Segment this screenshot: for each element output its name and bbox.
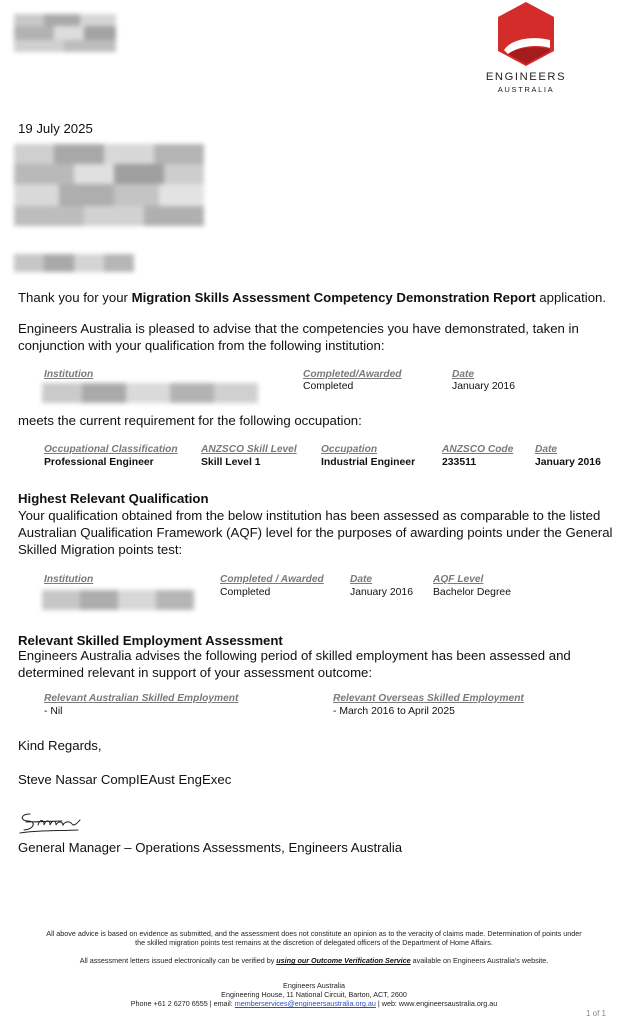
date-value: January 2016 bbox=[452, 381, 515, 392]
hexagon-logo-icon bbox=[482, 0, 570, 70]
occ-classification-header: Occupational Classification bbox=[44, 444, 178, 455]
signature-image bbox=[16, 808, 84, 836]
logo-text-line2: AUSTRALIA bbox=[497, 85, 555, 94]
completed-header: Completed/Awarded bbox=[303, 369, 402, 380]
signatory-name: Steve Nassar CompIEAust EngExec bbox=[18, 772, 232, 787]
kind-regards: Kind Regards, bbox=[18, 738, 102, 753]
qual-completed-header: Completed / Awarded bbox=[220, 574, 324, 585]
redacted-salutation bbox=[14, 254, 134, 272]
footer-org: Engineers Australia bbox=[283, 981, 345, 990]
verification-note bbox=[0, 956, 628, 965]
date-header: Date bbox=[452, 369, 475, 380]
occupation-value: Industrial Engineer bbox=[321, 457, 416, 468]
logo-text-line1: ENGINEERS bbox=[485, 71, 567, 83]
footer-web: | web: www.engineersaustralia.org.au bbox=[375, 999, 498, 1008]
signatory-title: General Manager – Operations Assessments, Engineers Australia bbox=[18, 840, 403, 855]
engineers-australia-logo bbox=[482, 0, 570, 100]
page-number: 1 of 1 bbox=[585, 1009, 606, 1018]
employment-text: Engineers Australia advises the following period of skilled employment has been assessed and determined relevant in support of your assessment outcome: bbox=[18, 648, 571, 680]
overseas-employment-value: - March 2016 to April 2025 bbox=[333, 706, 455, 717]
qual-date-value: January 2016 bbox=[350, 587, 413, 598]
institution-header: Institution bbox=[44, 369, 94, 380]
letter-date: 19 July 2025 bbox=[18, 121, 93, 136]
aqf-level-header: AQF Level bbox=[433, 574, 484, 585]
qual-institution-header: Institution bbox=[44, 574, 94, 585]
australian-employment-value: - Nil bbox=[44, 706, 63, 717]
meets-requirement-text: meets the current requirement for the following occupation: bbox=[18, 413, 362, 428]
intro-paragraph bbox=[18, 289, 610, 306]
intro-text: Thank you for your bbox=[18, 290, 132, 305]
employment-title: Relevant Skilled Employment Assessment bbox=[18, 633, 283, 648]
anzsco-code-header: ANZSCO Code bbox=[442, 444, 514, 455]
application-type: Migration Skills Assessment Competency Demonstration Report bbox=[131, 290, 536, 305]
occ-date-value: January 2016 bbox=[535, 457, 601, 468]
footer-contact bbox=[0, 999, 628, 1008]
overseas-employment-header: Relevant Overseas Skilled Employment bbox=[333, 693, 524, 704]
occupation-header: Occupation bbox=[321, 444, 378, 455]
competency-paragraph: Engineers Australia is pleased to advise that the competencies you have demonstrated, taken in conjunction with your qualification from the following institution: bbox=[18, 321, 579, 353]
email-link[interactable]: memberservices@engineersaustralia.org.au bbox=[234, 999, 376, 1008]
aqf-level-value: Bachelor Degree bbox=[433, 587, 511, 598]
occ-date-header: Date bbox=[535, 444, 558, 455]
redacted-address bbox=[14, 144, 204, 226]
disclaimer-line1: All above advice is based on evidence as submitted, and the assessment does not constitute an opinion as to the veracity of claims made. Determination of points under bbox=[46, 929, 582, 938]
anzsco-code-value: 233511 bbox=[442, 457, 477, 468]
occ-classification-value: Professional Engineer bbox=[44, 457, 154, 468]
skill-level-value: Skill Level 1 bbox=[201, 457, 261, 468]
qualification-text: Your qualification obtained from the below institution has been assessed as comparable to the listed Australian Qualification Framework (AQF) level for the purposes of awarding points under the General Skilled Migration points test: bbox=[18, 508, 613, 557]
completed-value: Completed bbox=[303, 381, 354, 392]
verification-service-link[interactable]: using our Outcome Verification Service bbox=[276, 956, 411, 965]
qual-date-header: Date bbox=[350, 574, 373, 585]
verify-text-end: available on Engineers Australia's website. bbox=[410, 956, 549, 965]
intro-text-end: application. bbox=[535, 290, 607, 305]
redacted-qual-institution bbox=[42, 590, 194, 610]
redacted-institution bbox=[42, 383, 258, 403]
footer-address: Engineering House, 11 National Circuit, Barton, ACT, 2600 bbox=[221, 990, 407, 999]
qual-completed-value: Completed bbox=[220, 587, 271, 598]
redacted-reference bbox=[14, 14, 116, 52]
verify-text: All assessment letters issued electronically can be verified by bbox=[79, 956, 277, 965]
qualification-title: Highest Relevant Qualification bbox=[18, 491, 209, 506]
footer-phone: Phone +61 2 6270 6555 | email: bbox=[130, 999, 235, 1008]
australian-employment-header: Relevant Australian Skilled Employment bbox=[44, 693, 239, 704]
skill-level-header: ANZSCO Skill Level bbox=[201, 444, 297, 455]
disclaimer-line2: the skilled migration points test remains at the discretion of delegated officers of the Department of Home Affairs. bbox=[135, 938, 493, 947]
